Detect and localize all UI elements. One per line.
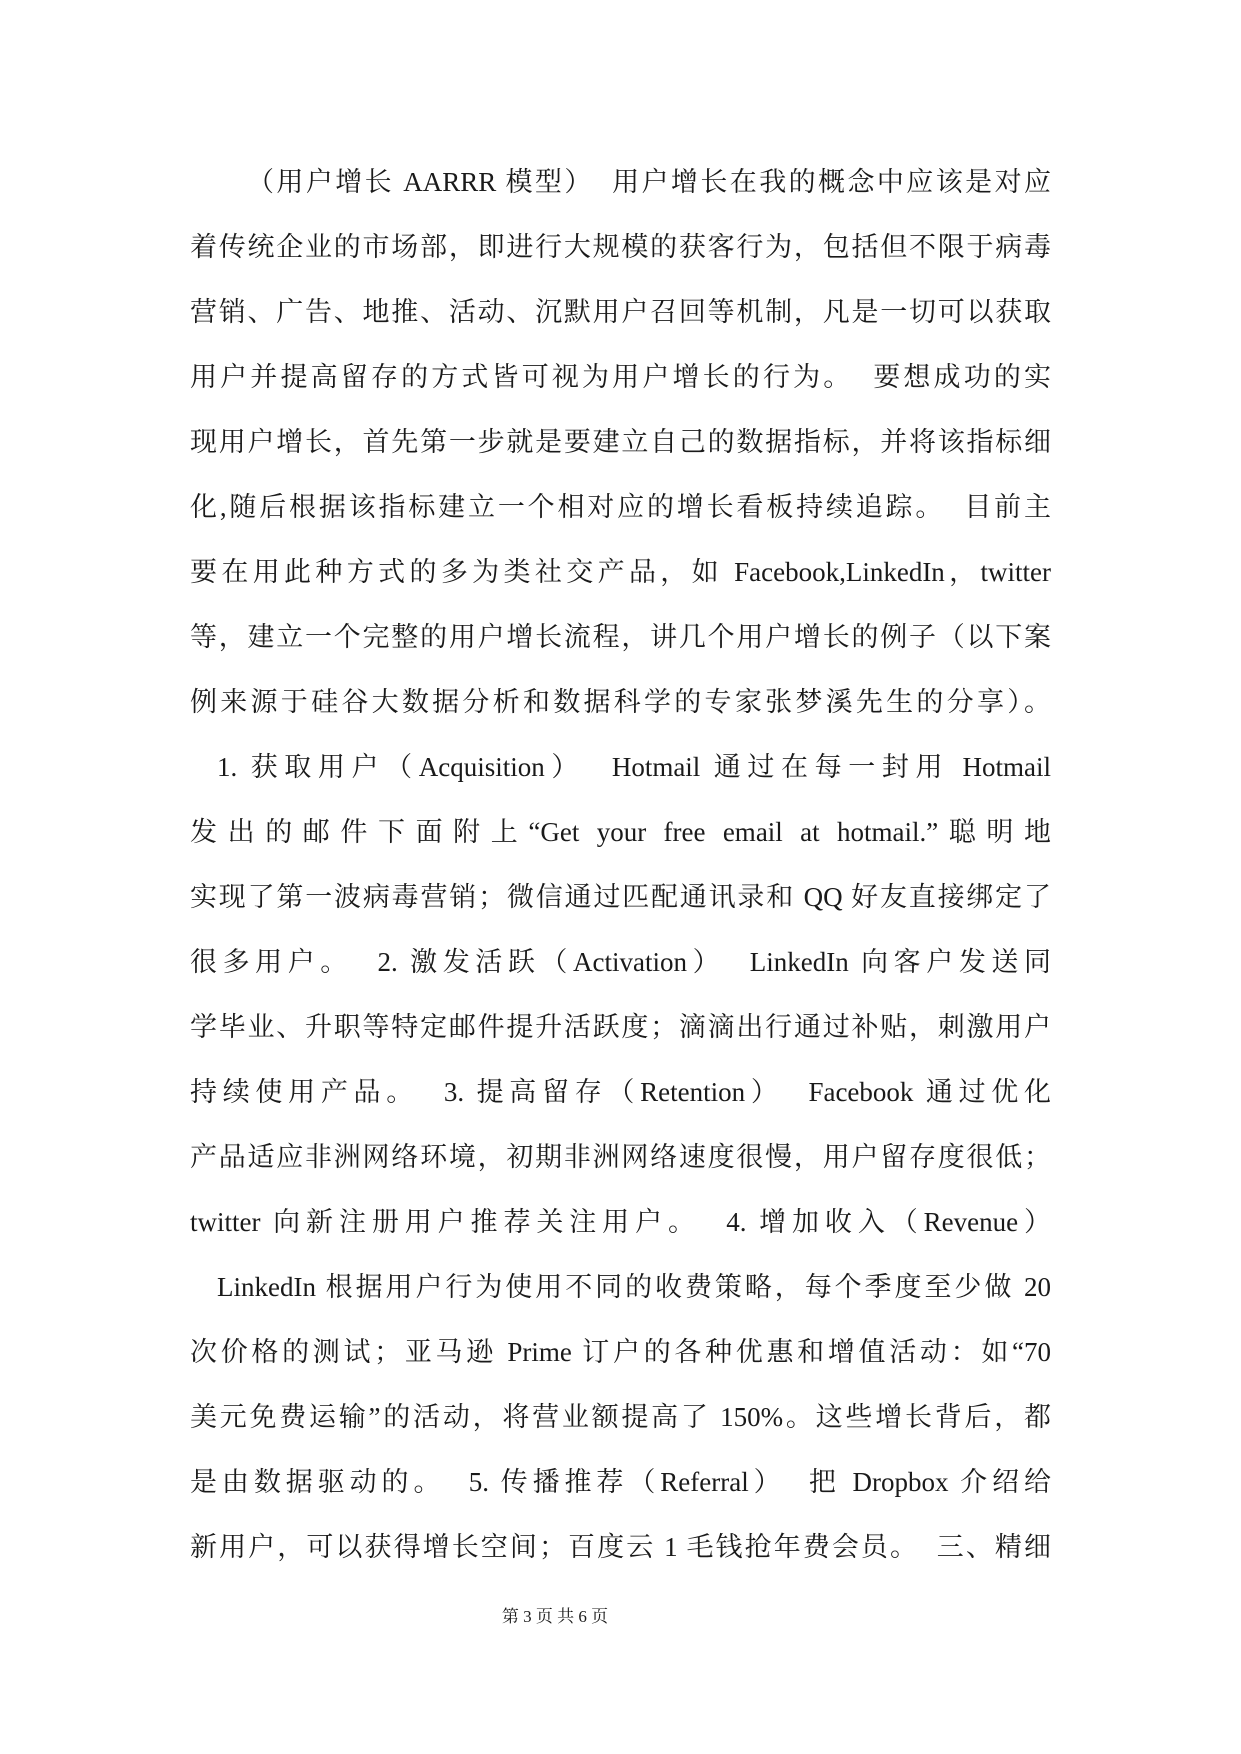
text-line: 1. 获取用户（Acquisition） Hotmail 通过在每一封用 Hotmail xyxy=(217,752,1051,782)
text-line: （用户增长 AARRR 模型） 用户增长在我的概念中应该是对应 xyxy=(247,167,1051,197)
text-line: 持续使用产品。 3. 提高留存（Retention） Facebook 通过优化 xyxy=(190,1077,1051,1107)
text-line: 例来源于硅谷大数据分析和数据科学的专家张梦溪先生的分享）。 xyxy=(190,687,1051,717)
text-line: 是由数据驱动的。 5. 传播推荐（Referral） 把 Dropbox 介绍给 xyxy=(190,1467,1051,1497)
text-line: 新用户，可以获得增长空间；百度云 1 毛钱抢年费会员。 三、精细 xyxy=(190,1532,1051,1562)
text-line: 要在用此种方式的多为类社交产品，如 Facebook,LinkedIn，twitter xyxy=(190,557,1051,587)
text-line: 着传统企业的市场部，即进行大规模的获客行为，包括但不限于病毒 xyxy=(190,232,1051,262)
body-text xyxy=(190,150,1051,1580)
text-line: twitter 向新注册用户推荐关注用户。 4. 增加收入（Revenue） xyxy=(190,1207,1051,1237)
text-line: 等，建立一个完整的用户增长流程，讲几个用户增长的例子（以下案 xyxy=(190,622,1051,652)
text-line: 用户并提高留存的方式皆可视为用户增长的行为。 要想成功的实 xyxy=(190,362,1051,392)
text-line: LinkedIn 根据用户行为使用不同的收费策略，每个季度至少做 20 xyxy=(217,1272,1051,1302)
text-line: 产品适应非洲网络环境，初期非洲网络速度很慢，用户留存度很低； xyxy=(190,1142,1051,1172)
text-line: 实现了第一波病毒营销；微信通过匹配通讯录和 QQ 好友直接绑定了 xyxy=(190,882,1051,912)
text-line: 美元免费运输”的活动，将营业额提高了 150%。这些增长背后，都 xyxy=(190,1402,1051,1432)
text-line: 发出的邮件下面附上“Get your free email at hotmail.”聪明地 xyxy=(190,817,1051,847)
text-line: 学毕业、升职等特定邮件提升活跃度；滴滴出行通过补贴，刺激用户 xyxy=(190,1012,1051,1042)
text-line: 营销、广告、地推、活动、沉默用户召回等机制，凡是一切可以获取 xyxy=(190,297,1051,327)
text-line: 次价格的测试；亚马逊 Prime 订户的各种优惠和增值活动：如“70 xyxy=(190,1337,1051,1367)
page-number-footer: 第 3 页 共 6 页 xyxy=(501,1607,609,1626)
text-line: 现用户增长，首先第一步就是要建立自己的数据指标，并将该指标细 xyxy=(190,427,1051,457)
text-line: 很多用户。 2. 激发活跃（Activation） LinkedIn 向客户发送同 xyxy=(190,947,1051,977)
text-line: 化,随后根据该指标建立一个相对应的增长看板持续追踪。 目前主 xyxy=(190,492,1051,522)
